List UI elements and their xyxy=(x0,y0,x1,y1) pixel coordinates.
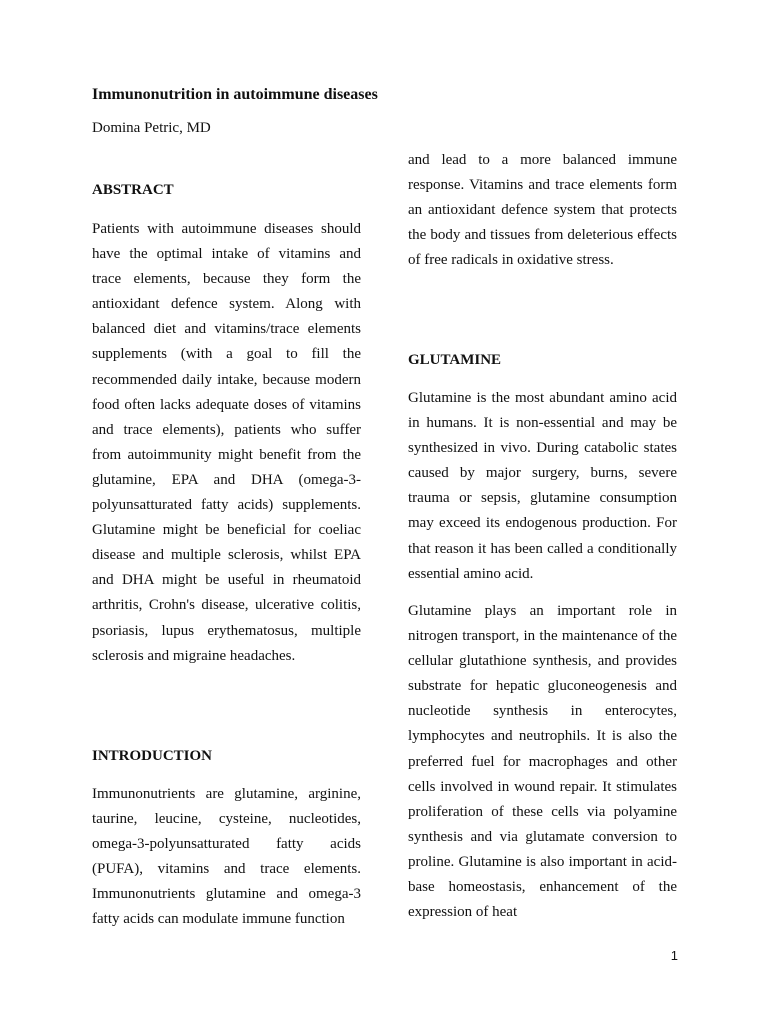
introduction-text: Immunonutrients are glutamine, arginine, taurine, leucine, cysteine, nucleotides, omega-3-polyunsatturated fatty acids (PUFA), vitamins and trace elements. Immunonutrients glutamine and omega-3 fatty acids can modulate immune function xyxy=(92,786,361,928)
introduction-continued-text: and lead to a more balanced immune response. Vitamins and trace elements form an antioxidant defence system that protects the body and tissues from deleterious effects of free radicals in oxidative stress. xyxy=(408,152,677,269)
page-number: 1 xyxy=(670,948,678,963)
glutamine-paragraph-2: Glutamine plays an important role in nitrogen transport, in the maintenance of the cellular glutathione synthesis, and provides substrate for hepatic gluconeogenesis and nucleotide synthesis in enterocytes, lymphocytes and neutrophils. It is also the preferred fuel for macrophages and other cells involved in wound repair. It stimulates proliferation of these cells via polyamine synthesis and via glutamate conversion to proline. Glutamine is also important in acid-base homeostasis, enhancement of the expression of heat xyxy=(408,603,677,921)
glutamine-heading: GLUTAMINE xyxy=(408,352,502,368)
page-title: Immunonutrition in autoimmune diseases xyxy=(92,86,378,103)
introduction-heading: INTRODUCTION xyxy=(92,748,213,764)
abstract-text: Patients with autoimmune diseases should have the optimal intake of vitamins and trace elements, because they form the antioxidant defence system. Along with balanced diet and vitamins/trace elements supplements (with a goal to fill the recommended daily intake, because modern food often lacks adequate doses of vitamins and trace elements), patients who suffer from autoimmunity might benefit from the glutamine, EPA and DHA (omega-3-polyunsatturated fatty acids) supplements. Glutamine might be beneficial for coeliac disease and multiple sclerosis, whilst EPA and DHA might be useful in rheumatoid arthritis, Crohn's disease, ulcerative colitis, psoriasis, lupus erythematosus, multiple sclerosis and migraine headaches. xyxy=(92,221,361,664)
abstract-heading: ABSTRACT xyxy=(92,182,174,198)
author-line: Domina Petric, MD xyxy=(92,120,211,136)
glutamine-paragraph-1: Glutamine is the most abundant amino acid in humans. It is non-essential and may be synthesized in vivo. During catabolic states caused by major surgery, burns, severe trauma or sepsis, glutamine consumption may exceed its endogenous production. For that reason it has been called a conditionally essential amino acid. xyxy=(408,390,677,582)
